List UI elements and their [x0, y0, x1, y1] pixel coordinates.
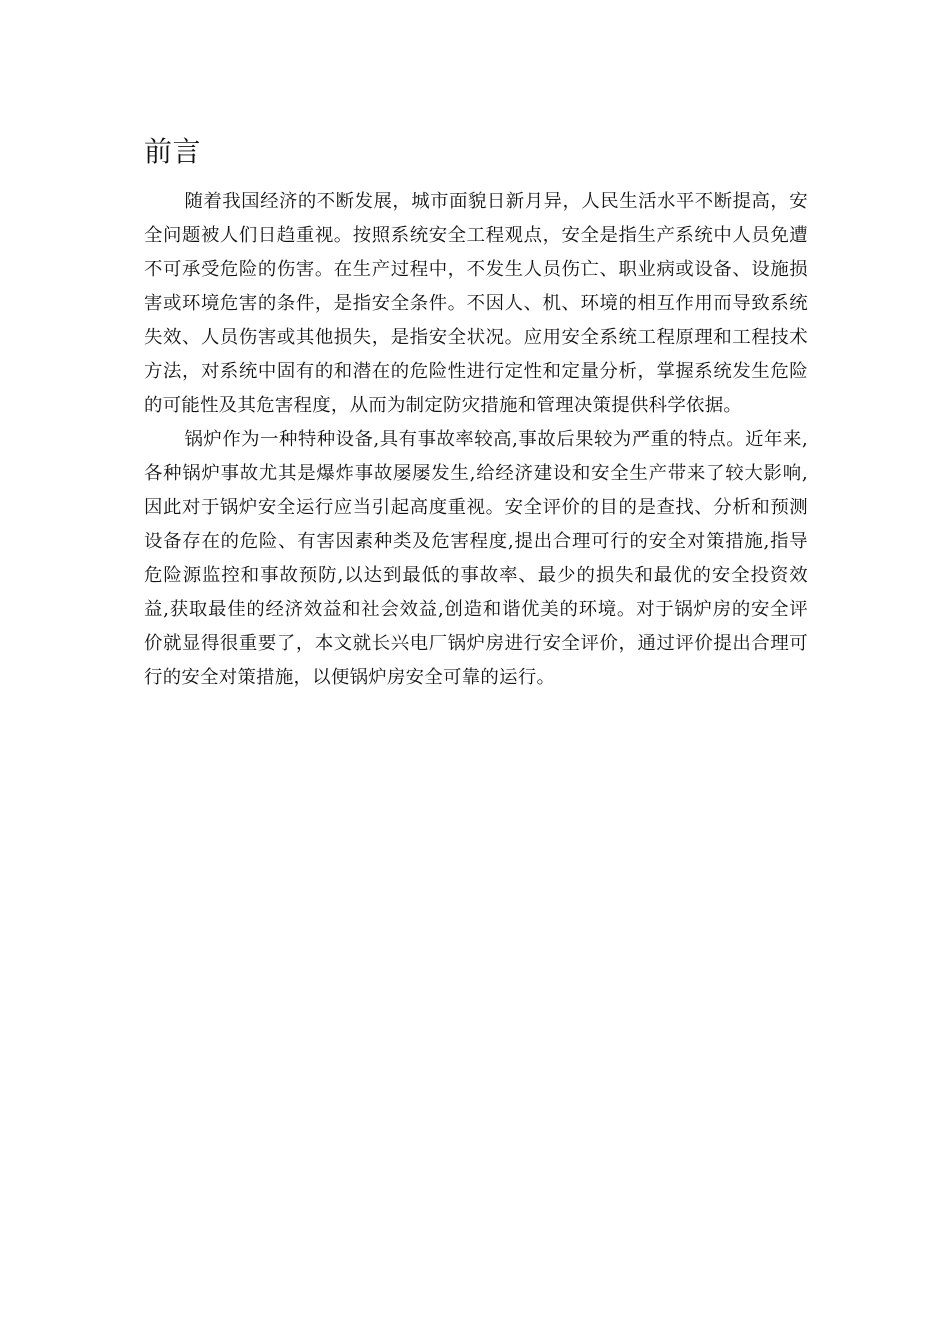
paragraph-1: 随着我国经济的不断发展，城市面貌日新月异，人民生活水平不断提高，安全问题被人们日趋重视。按照系统安全工程观点，安全是指生产系统中人员免遭不可承受危险的伤害。在生产过程中，不发生人员伤亡、职业病或设备、设施损害或环境危害的条件，是指安全条件。不因人、机、环境的相互作用而导致系统失效、人员伤害或其他损失，是指安全状况。应用安全系统工程原理和工程技术方法，对系统中固有的和潜在的危险性进行定性和定量分析，掌握系统发生危险的可能性及其危害程度，从而为制定防灾措施和管理决策提供科学依据。: [144, 191, 808, 416]
page-title: 前言: [144, 135, 202, 168]
paragraph-2: 锅炉作为一种特种设备,具有事故率较高,事故后果较为严重的特点。近年来,各种锅炉事故尤其是爆炸事故屡屡发生,给经济建设和安全生产带来了较大影响,因此对于锅炉安全运行应当引起高度重视。安全评价的目的是查找、分析和预测设备存在的危险、有害因素种类及危害程度,提出合理可行的安全对策措施,指导危险源监控和事故预防,以达到最低的事故率、最少的损失和最优的安全投资效益,获取最佳的经济效益和社会效益,创造和谐优美的环境。对于锅炉房的安全评价就显得很重要了，本文就长兴电厂锅炉房进行安全评价，通过评价提出合理可行的安全对策措施，以便锅炉房安全可靠的运行。: [144, 429, 808, 688]
body-text: [144, 185, 808, 695]
